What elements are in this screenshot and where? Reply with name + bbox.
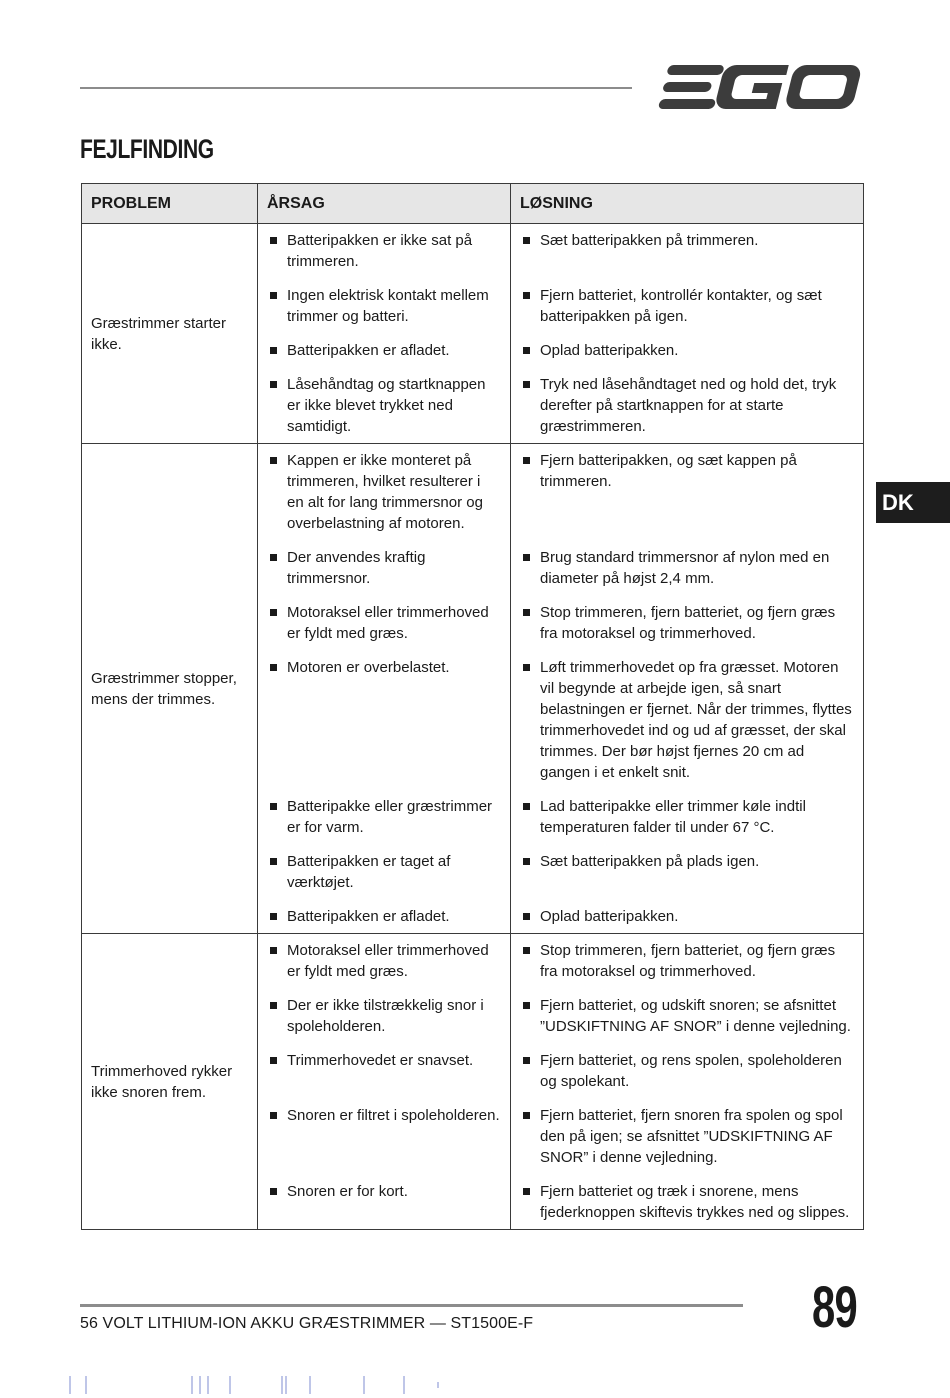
cause-cell xyxy=(258,444,511,934)
cause-item xyxy=(267,602,501,644)
solution-text: Løft trimmerhovedet op fra græsset. Motoren vil begynde at arbejde igen, så snart belastningen er fjernet. Når der trimmes, flyttes trimmerhovedet ind og ud af græsset, der skal trimmes. Der bør højst fjernes 20 cm ad gangen i et enkelt snit. xyxy=(540,659,852,781)
cause-item xyxy=(267,906,501,927)
solution-item xyxy=(520,1050,854,1092)
cause-text: Der er ikke tilstrækkelig snor i spoleholderen. xyxy=(287,997,484,1035)
solution-cell xyxy=(511,224,864,444)
table-row xyxy=(82,444,864,934)
cause-item xyxy=(267,340,501,361)
square-bullet-icon xyxy=(523,1002,530,1009)
cause-item xyxy=(267,230,501,272)
cause-item xyxy=(267,657,501,783)
solution-item xyxy=(520,1181,854,1223)
square-bullet-icon xyxy=(523,347,530,354)
cause-cell xyxy=(258,934,511,1230)
square-bullet-icon xyxy=(270,664,277,671)
solution-text: Tryk ned låsehåndtaget ned og hold det, tryk derefter på startknappen for at starte græstrimmeren. xyxy=(540,376,837,435)
problem-cell: Græstrimmer stopper, mens der trimmes. xyxy=(82,444,258,934)
page-number: 89 xyxy=(812,1275,858,1340)
solution-cell xyxy=(511,444,864,934)
solution-text: Lad batteripakke eller trimmer køle indtil temperaturen falder til under 67 °C. xyxy=(540,798,806,836)
language-tab: DK xyxy=(876,482,950,523)
square-bullet-icon xyxy=(270,457,277,464)
cause-item xyxy=(267,285,501,327)
square-bullet-icon xyxy=(523,1188,530,1195)
footer-rule xyxy=(80,1304,743,1307)
header-rule xyxy=(80,87,632,89)
cause-text: Motoraksel eller trimmerhoved er fyldt med græs. xyxy=(287,942,489,980)
square-bullet-icon xyxy=(523,237,530,244)
solution-cell xyxy=(511,934,864,1230)
solution-item xyxy=(520,995,854,1037)
square-bullet-icon xyxy=(270,554,277,561)
cause-text: Låsehåndtag og startknappen er ikke blevet trykket ned samtidigt. xyxy=(287,376,486,435)
solution-item xyxy=(520,285,854,327)
solution-text: Fjern batteriet, kontrollér kontakter, og sæt batteripakken på igen. xyxy=(540,287,822,325)
square-bullet-icon xyxy=(270,1057,277,1064)
square-bullet-icon xyxy=(523,609,530,616)
solution-text: Sæt batteripakken på trimmeren. xyxy=(540,232,759,249)
cause-text: Kappen er ikke monteret på trimmeren, hvilket resulterer i en alt for lang trimmersnor og overbelastning af motoren. xyxy=(287,452,483,532)
square-bullet-icon xyxy=(523,803,530,810)
square-bullet-icon xyxy=(523,381,530,388)
cause-text: Batteripakken er afladet. xyxy=(287,908,450,925)
square-bullet-icon xyxy=(523,292,530,299)
solution-text: Oplad batteripakken. xyxy=(540,908,679,925)
square-bullet-icon xyxy=(523,1057,530,1064)
solution-text: Sæt batteripakken på plads igen. xyxy=(540,853,760,870)
cause-text: Batteripakke eller græstrimmer er for varm. xyxy=(287,798,493,836)
table-row xyxy=(82,934,864,1230)
cause-text: Motoren er overbelastet. xyxy=(287,659,450,676)
cause-item xyxy=(267,1181,501,1223)
square-bullet-icon xyxy=(523,664,530,671)
cause-text: Snoren er for kort. xyxy=(287,1183,408,1200)
cause-item xyxy=(267,940,501,982)
cause-item xyxy=(267,1105,501,1168)
cause-item xyxy=(267,450,501,534)
square-bullet-icon xyxy=(523,858,530,865)
cause-text: Ingen elektrisk kontakt mellem trimmer og batteri. xyxy=(287,287,489,325)
square-bullet-icon xyxy=(270,347,277,354)
solution-text: Fjern batteriet, og rens spolen, spoleholderen og spolekant. xyxy=(540,1052,842,1090)
square-bullet-icon xyxy=(270,381,277,388)
header-solution: LØSNING xyxy=(511,184,864,224)
square-bullet-icon xyxy=(523,1112,530,1119)
solution-item xyxy=(520,547,854,589)
square-bullet-icon xyxy=(270,1112,277,1119)
cause-cell xyxy=(258,224,511,444)
cause-item xyxy=(267,374,501,437)
solution-item xyxy=(520,1105,854,1168)
cause-text: Der anvendes kraftig trimmersnor. xyxy=(287,549,426,587)
problem-cell: Trimmerhoved rykker ikke snoren frem. xyxy=(82,934,258,1230)
ego-logo xyxy=(650,60,862,114)
solution-text: Oplad batteripakken. xyxy=(540,342,679,359)
footer-product-line: 56 VOLT LITHIUM-ION AKKU GRÆSTRIMMER — ST1500E-F xyxy=(80,1315,534,1332)
square-bullet-icon xyxy=(270,858,277,865)
header-cause: ÅRSAG xyxy=(258,184,511,224)
square-bullet-icon xyxy=(270,803,277,810)
table-row xyxy=(82,224,864,444)
solution-item xyxy=(520,374,854,437)
solution-item xyxy=(520,340,854,361)
page-title: FEJLFINDING xyxy=(80,134,214,164)
table-header-row xyxy=(82,184,864,224)
square-bullet-icon xyxy=(523,554,530,561)
header-problem: PROBLEM xyxy=(82,184,258,224)
solution-item xyxy=(520,940,854,982)
cause-item xyxy=(267,547,501,589)
solution-item xyxy=(520,906,854,927)
cause-item xyxy=(267,851,501,893)
solution-text: Fjern batteriet og træk i snorene, mens fjederknoppen skiftevis trykkes ned og slippes. xyxy=(540,1183,850,1221)
solution-text: Fjern batteriet, fjern snoren fra spolen og spol den på igen; se afsnittet ”UDSKIFTNING AF SNOR” i denne vejledning. xyxy=(540,1107,843,1166)
solution-item xyxy=(520,851,854,893)
square-bullet-icon xyxy=(523,947,530,954)
cause-text: Motoraksel eller trimmerhoved er fyldt med græs. xyxy=(287,604,489,642)
square-bullet-icon xyxy=(270,292,277,299)
square-bullet-icon xyxy=(523,457,530,464)
print-registration-marks xyxy=(60,1374,480,1396)
solution-text: Fjern batteriet, og udskift snoren; se afsnittet ”UDSKIFTNING AF SNOR” i denne vejledning. xyxy=(540,997,851,1035)
solution-text: Fjern batteripakken, og sæt kappen på trimmeren. xyxy=(540,452,797,490)
square-bullet-icon xyxy=(270,237,277,244)
solution-item xyxy=(520,230,854,272)
square-bullet-icon xyxy=(270,609,277,616)
cause-text: Batteripakken er taget af værktøjet. xyxy=(287,853,451,891)
solution-item xyxy=(520,657,854,783)
problem-cell: Græstrimmer starter ikke. xyxy=(82,224,258,444)
solution-item xyxy=(520,602,854,644)
troubleshooting-table xyxy=(81,183,864,1230)
square-bullet-icon xyxy=(270,1188,277,1195)
table-body xyxy=(82,224,864,1230)
cause-item xyxy=(267,796,501,838)
square-bullet-icon xyxy=(270,947,277,954)
solution-item xyxy=(520,450,854,534)
cause-text: Trimmerhovedet er snavset. xyxy=(287,1052,474,1069)
cause-text: Batteripakken er ikke sat på trimmeren. xyxy=(287,232,473,270)
solution-text: Stop trimmeren, fjern batteriet, og fjern græs fra motoraksel og trimmerhoved. xyxy=(540,604,836,642)
cause-text: Snoren er filtret i spoleholderen. xyxy=(287,1107,500,1124)
square-bullet-icon xyxy=(270,913,277,920)
solution-text: Brug standard trimmersnor af nylon med en diameter på højst 2,4 mm. xyxy=(540,549,830,587)
cause-item xyxy=(267,1050,501,1092)
cause-item xyxy=(267,995,501,1037)
solution-item xyxy=(520,796,854,838)
square-bullet-icon xyxy=(270,1002,277,1009)
solution-text: Stop trimmeren, fjern batteriet, og fjern græs fra motoraksel og trimmerhoved. xyxy=(540,942,836,980)
square-bullet-icon xyxy=(523,913,530,920)
cause-text: Batteripakken er afladet. xyxy=(287,342,450,359)
